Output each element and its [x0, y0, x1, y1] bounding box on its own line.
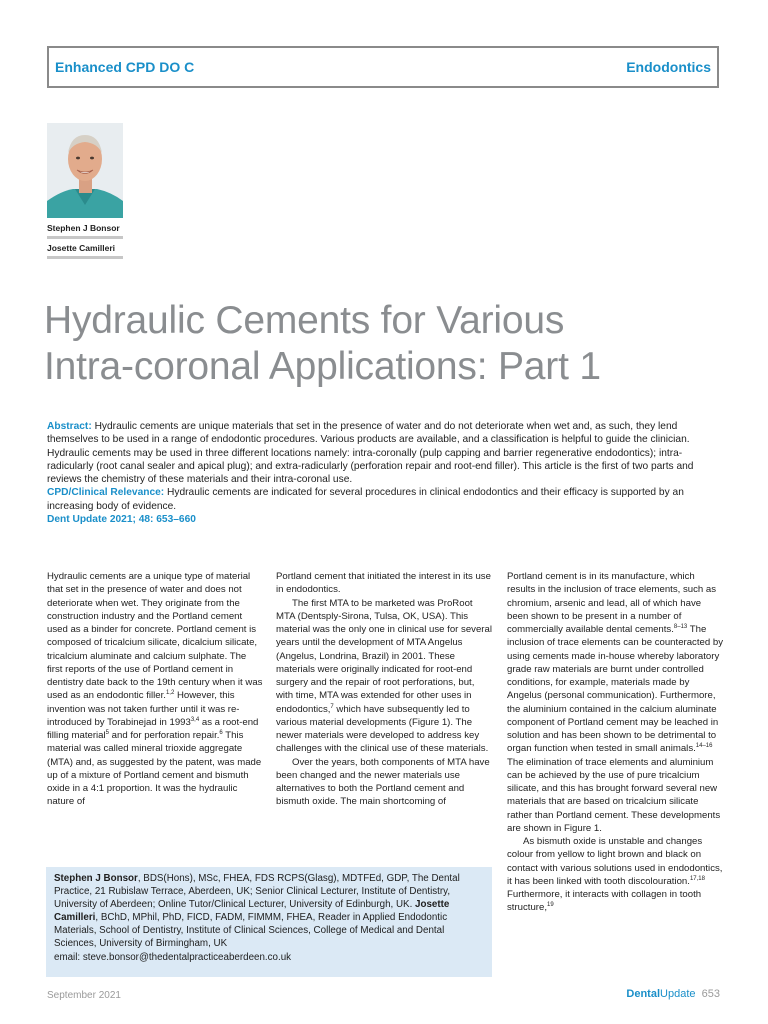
- ref-superscript: 6: [219, 729, 223, 736]
- author-bio-text: Stephen J Bonsor, BDS(Hons), MSc, FHEA, FDS RCPS(Glasg), MDTFEd, GDP, The Dental Practice, 21 Rubislaw Terrace, Aberdeen, UK; Senior Clinical Lecturer, Institute of Dentistry, University of Aberdeen; Online Tutor/Clinical Lecturer, University of Edinburgh, UK. Josette Camilleri, BChD, MPhil, PhD, FICD, FADM, FIMMM, FHEA, Reader in Applied Endodontic Materials, School of Dentistry, Institute of Clinical Sciences, College of Medical and Dental Sciences, University of Birmingham, UK: [54, 873, 460, 950]
- footer-brand-dental: Dental: [626, 988, 661, 1000]
- ref-superscript: 7: [330, 703, 334, 710]
- author-portrait-image: [47, 123, 123, 218]
- bio-name-2: Josette Camilleri: [54, 899, 450, 924]
- cpd-label: Enhanced CPD DO C: [55, 59, 195, 75]
- journal-footer: [626, 988, 720, 1000]
- issue-date: September 2021: [47, 990, 121, 1001]
- ref-superscript: 19: [547, 902, 554, 909]
- body-column-1: [47, 570, 263, 809]
- relevance-paragraph: [47, 486, 723, 513]
- section-label: Endodontics: [626, 59, 711, 75]
- author-email[interactable]: email: steve.bonsor@thedentalpracticeaberdeen.co.uk: [54, 951, 292, 963]
- title-line-2: Intra-coronal Applications: Part 1: [44, 345, 601, 388]
- author-divider-1: [47, 236, 123, 239]
- article-title: [44, 298, 734, 390]
- ref-superscript: 3,4: [190, 716, 200, 723]
- ref-superscript: 14–16: [695, 743, 713, 750]
- footer-brand-update: Update: [660, 988, 696, 1000]
- ref-superscript: 5: [105, 729, 109, 736]
- author-name-2: Josette Camilleri: [47, 243, 116, 253]
- page-number: 653: [701, 988, 720, 1000]
- ref-superscript: 1,2: [165, 690, 175, 697]
- relevance-label: CPD/Clinical Relevance:: [47, 487, 165, 499]
- author-bio-box: [46, 867, 492, 977]
- abstract-label: Abstract:: [47, 421, 92, 432]
- abstract-block: [47, 420, 723, 526]
- title-line-1: Hydraulic Cements for Various: [44, 299, 565, 342]
- author-divider-2: [47, 256, 123, 259]
- column-2-paragraph-3: Over the years, both components of MTA have been changed and the newer materials use alternatives to both the Portland cement and bismuth oxide. The main shortcoming of: [276, 756, 490, 808]
- abstract-text: Hydraulic cements are unique materials that set in the presence of water and do not deteriorate when wet and, as such, they lend themselves to be used in a range of endodontic procedures. Various products are available, and a classification is helpful to guide the clinician. Hydraulic cements may be used in three different locations namely: intra-coronally (pulp capping and barrier regenerative endodontics); intra-radicularly (root canal sealer and apical plug); and extra-radicularly (perforation repair and root-end filler). This article is the first of two parts and reviews the chemistry of these materials and their intra-coronal use.: [47, 421, 694, 486]
- author-portrait: [47, 123, 123, 218]
- ref-superscript: 17,18: [689, 875, 705, 882]
- column-2-paragraph-1: Portland cement that initiated the interest in its use in endodontics.: [276, 571, 491, 596]
- body-column-2: [276, 570, 492, 809]
- bio-name-1: Stephen J Bonsor: [54, 873, 138, 884]
- column-2-paragraph-2: The first MTA to be marketed was ProRoot MTA (Dentsply-Sirona, Tulsa, OK, USA). This material was the only one in clinical use for several years until the development of MTA Angelus (Angelus, Londrina, Brazil) in 2001. These materials were originally indicated for root-end surgery and the repair of root perforations, but, with time, MTA was extended for other uses in endodontics,$^7$ which have subsequently led to various material developments (Figure 1). The newer materials were developed to address key challenges with the clinical use of these materials.: [276, 597, 492, 755]
- column-3-paragraph-1: Portland cement is in its manufacture, which results in the inclusion of trace elements, such as chromium, arsenic and lead, all of which have been shown to be present in a number of commercially available dental cements.$^{8-13}$ The inclusion of trace elements can be counteracted by using cements made in-house whereby laboratory grade raw materials are burnt under controlled conditions, for example, materials made by Angelus (personal communication). Furthermore, the aluminium contained in the calcium aluminate component of Portland cement may be leached in solution and has been shown to be detrimental to organ function when tested in small animals.$^{14-16}$ The elimination of trace elements and aluminium can be achieved by the use of pure tricalcium silicate, and this has brought forward several new materials that are based on tricalcium silicate rather than Portland cement. These developments are shown in Figure 1.: [507, 571, 723, 834]
- column-1-paragraph: Hydraulic cements are a unique type of material that set in the presence of water and does not deteriorate when wet. They originate from the construction industry and the Portland cement used as a binder for concrete. Portland cement is composed of tricalcium silicate, dicalcium silicate, tricalcium aluminate and calcium sulphate. The first reports of the use of Portland cement in dentistry date back to the 19th century when it was used as an endodontic filler.$^{1,2}$ However, this invention was not taken further until it was re-introduced by Torabinejad in 1993$^{3,4}$ as a root-end filling material$^5$ and for perforation repair.$^6$ This material was called mineral trioxide aggregate (MTA) and, as suggested by the patent, was made up of a mixture of Portland cement and bismuth oxide in a 4:1 proportion. It was the hydraulic nature of: [47, 571, 263, 808]
- journal-header: [47, 46, 719, 88]
- body-column-3: [507, 570, 723, 915]
- citation: Dent Update 2021; 48: 653–660: [47, 514, 196, 526]
- abstract-paragraph: [47, 420, 723, 486]
- author-name-1: Stephen J Bonsor: [47, 223, 120, 233]
- relevance-text: Hydraulic cements are indicated for several procedures in clinical endodontics and their efficacy is supported by an increasing body of evidence.: [47, 487, 684, 512]
- ref-superscript: 8–13: [673, 623, 688, 630]
- column-3-paragraph-2: As bismuth oxide is unstable and changes colour from yellow to light brown and black on contact with various solutions used in endodontics, it has been linked with tooth discolouration.$^{17,18}$ Furthermore, it interacts with collagen in tooth structure,$^{19}$: [507, 836, 723, 914]
